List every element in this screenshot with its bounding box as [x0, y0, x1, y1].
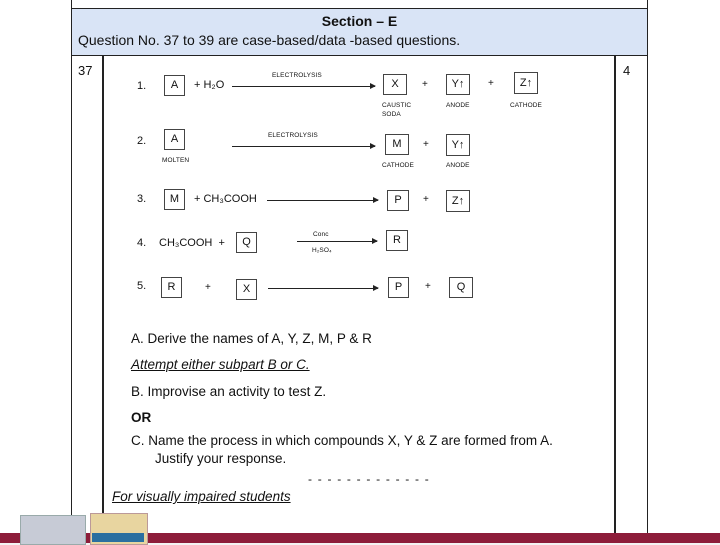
question-number: 37	[78, 63, 93, 78]
reaction-5-plus-reactant: +	[205, 282, 211, 293]
reaction-2-product-m: M	[385, 134, 409, 155]
question-marks: 4	[623, 63, 631, 78]
attempt-instruction: Attempt either subpart B or C.	[131, 357, 310, 372]
reaction-5-product-q: Q	[449, 277, 473, 298]
reaction-2-reactant-label: MOLTEN	[162, 157, 190, 164]
reaction-1-product-y: Y↑	[446, 74, 470, 95]
reaction-1-condition: ELECTROLYSIS	[272, 72, 322, 79]
section-subtitle: Question No. 37 to 39 are case-based/data -based questions.	[78, 32, 461, 48]
reaction-1-plus-2: +	[488, 78, 494, 89]
reaction-2-number: 2.	[137, 135, 147, 147]
reaction-4-number: 4.	[137, 237, 147, 249]
reaction-3-number: 3.	[137, 193, 147, 205]
reaction-2-product-m-label: CATHODE	[382, 162, 414, 169]
section-header	[72, 8, 647, 56]
reaction-1-product-x: X	[383, 74, 407, 95]
reaction-2-condition: ELECTROLYSIS	[268, 132, 318, 139]
book-thumbnail-1[interactable]	[20, 515, 86, 545]
reaction-4-product-r: R	[386, 230, 408, 251]
reaction-5-reactant-r: R	[161, 277, 182, 298]
reaction-5-arrow	[268, 288, 378, 289]
reaction-5-product-p: P	[388, 277, 409, 298]
reaction-3-extra: + CH₃COOH	[194, 193, 257, 205]
reaction-5-number: 5.	[137, 280, 147, 292]
reaction-5-reactant-x: X	[236, 279, 257, 300]
reaction-3-plus: +	[423, 194, 429, 205]
reaction-1-product-y-label: ANODE	[446, 102, 470, 109]
reaction-3-arrow	[267, 200, 378, 201]
reaction-3-reactant-box: M	[164, 189, 185, 210]
reaction-4-arrow	[297, 241, 377, 242]
reaction-1-number: 1.	[137, 80, 147, 92]
or-separator: OR	[131, 410, 152, 425]
reaction-1-product-x-label2: SODA	[382, 111, 401, 118]
reaction-4-reactant-box: Q	[236, 232, 257, 253]
reaction-2-product-y: Y↑	[446, 134, 470, 156]
reaction-5-plus: +	[425, 281, 431, 292]
visually-impaired-heading: For visually impaired students	[112, 489, 291, 504]
reaction-1-plus-1: +	[422, 79, 428, 90]
part-c-line1: C. Name the process in which compounds X, Y & Z are formed from A.	[131, 433, 553, 448]
reaction-1-product-x-label: CAUSTIC	[382, 102, 412, 109]
section-title: Section – E	[321, 13, 398, 29]
reaction-2-plus: +	[423, 139, 429, 150]
reaction-4-reactant-text: CH₃COOH +	[159, 237, 225, 249]
reaction-1-reactant-box: A	[164, 75, 185, 96]
reaction-3-product-z: Z↑	[446, 190, 470, 212]
column-divider-right	[614, 56, 616, 543]
dashed-separator: - - - - - - - - - - - - -	[308, 472, 430, 486]
reaction-1-extra: + H₂O	[194, 79, 225, 91]
reaction-1-arrow	[232, 86, 375, 87]
reaction-1-product-z: Z↑	[514, 72, 538, 94]
book-thumbnail-2-band	[92, 533, 144, 542]
part-a: A. Derive the names of A, Y, Z, M, P & R	[131, 331, 372, 346]
part-c-line2: Justify your response.	[155, 451, 287, 466]
part-b: B. Improvise an activity to test Z.	[131, 384, 327, 399]
column-divider-left	[102, 56, 104, 543]
reaction-1-product-z-label: CATHODE	[510, 102, 542, 109]
reaction-4-condition: Conc	[313, 231, 329, 238]
reaction-2-product-y-label: ANODE	[446, 162, 470, 169]
reaction-2-reactant-box: A	[164, 129, 185, 150]
reaction-2-arrow	[232, 146, 375, 147]
reaction-3-product-p: P	[387, 190, 409, 211]
reaction-4-condition-2: H₂SO₄	[312, 247, 332, 254]
